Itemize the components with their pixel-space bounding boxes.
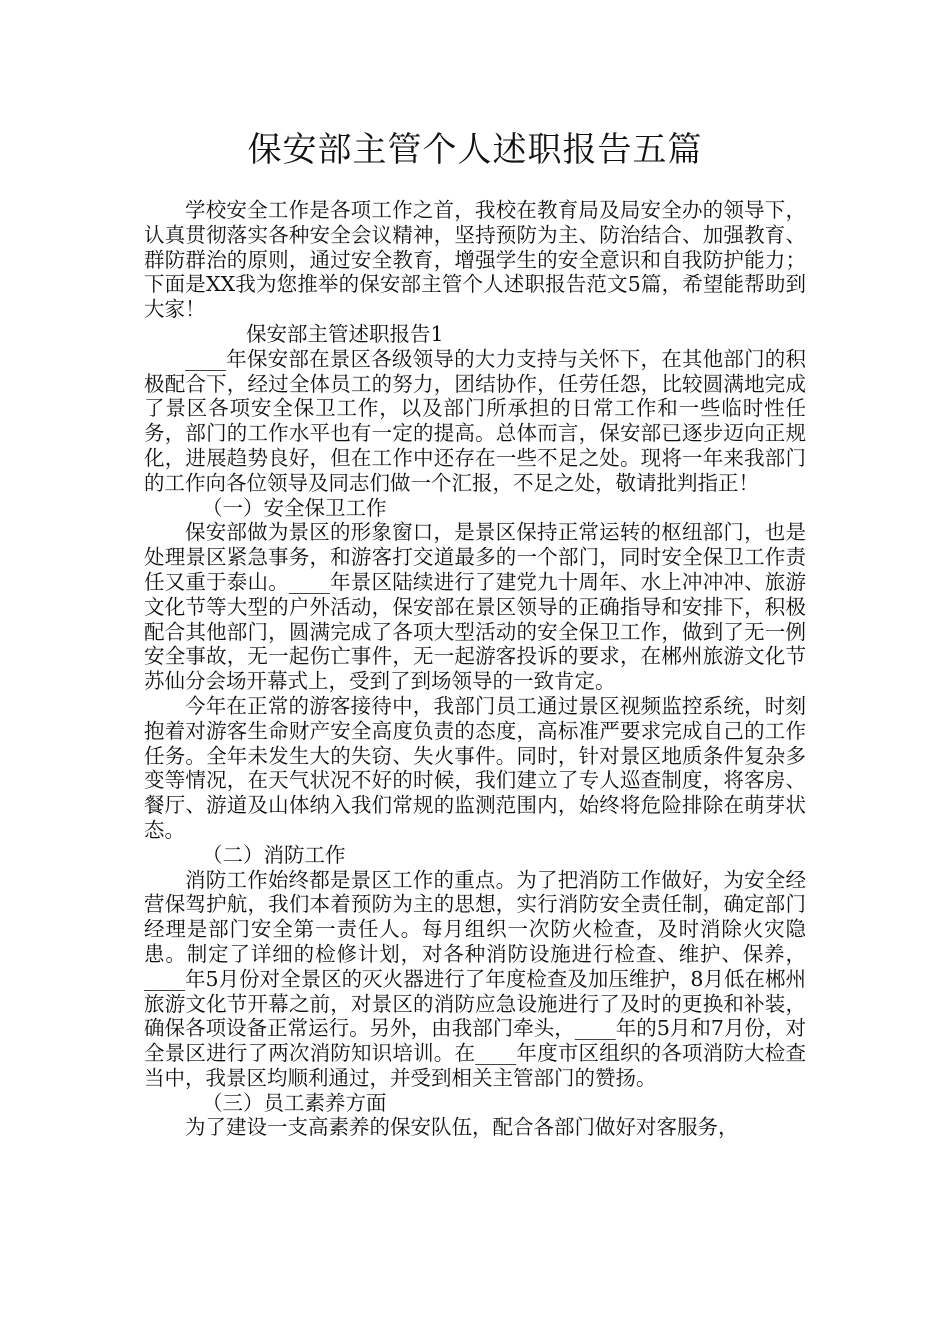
section-heading-staff: （三）员工素养方面 bbox=[202, 1090, 387, 1115]
staff-paragraph: 为了建设一支高素养的保安队伍，配合各部门做好对客服务， bbox=[185, 1115, 739, 1140]
security-paragraph-2: 今年在正常的游客接待中，我部门员工通过景区视频监控系统，时刻抱着对游客生命财产安全高度负责的态度，高标准严要求完成自己的工作任务。全年未发生大的失窃、失火事件。同时，针对景区地质条件复杂多变等情况，在天气状况不好的时候，我们建立了专人巡查制度，将客房、餐厅、游道及山体纳入我们常规的监测范围内，始终将危险排除在萌芽状态。 bbox=[144, 693, 806, 842]
intro-paragraph: 学校安全工作是各项工作之首，我校在教育局及局安全办的领导下，认真贯彻落实各种安全会议精神，坚持预防为主、防治结合、加强教育、群防群治的原则，通过安全教育，增强学生的安全意识和自我防护能力；下面是XX我为您推举的保安部主管个人述职报告范文5篇，希望能帮助到大家！ bbox=[144, 198, 806, 322]
fire-paragraph: 消防工作始终都是景区工作的重点。为了把消防工作做好，为安全经营保驾护航，我们本着预防为主的思想，实行消防安全责任制，确定部门经理是部门安全第一责任人。每月组织一次防火检查，及时消除火灾隐患。制定了详细的检修计划，对各种消防设施进行检查、维护、保养，____年5月份对全景区的灭火器进行了年度检查及加压维护，8月低在郴州旅游文化节开幕之前，对景区的消防应急设施进行了及时的更换和补装，确保各项设备正常运行。另外，由我部门牵头，____年的5月和7月份，对全景区进行了两次消防知识培训。在____年度市区组织的各项消防大检查当中，我景区均顺利通过，并受到相关主管部门的赞扬。 bbox=[144, 867, 806, 1090]
report-subtitle: 保安部主管述职报告1 bbox=[246, 321, 444, 346]
security-paragraph-1: 保安部做为景区的形象窗口，是景区保持正常运转的枢纽部门，也是处理景区紧急事务，和游客打交道最多的一个部门，同时安全保卫工作责任又重于泰山。____年景区陆续进行了建党九十周年、水上冲冲冲、旅游文化节等大型的户外活动，保安部在景区领导的正确指导和安排下，积极配合其他部门，圆满完成了各项大型活动的安全保卫工作，做到了无一例安全事故，无一起伤亡事件，无一起游客投诉的要求，在郴州旅游文化节苏仙分会场开幕式上，受到了到场领导的一致肯定。 bbox=[144, 520, 806, 694]
document-body bbox=[144, 198, 806, 1140]
section-heading-fire: （二）消防工作 bbox=[202, 842, 346, 867]
section-heading-security: （一）安全保卫工作 bbox=[202, 495, 387, 520]
document-title: 保安部主管个人述职报告五篇 bbox=[247, 130, 703, 170]
report-opening-paragraph: ____年保安部在景区各级领导的大力支持与关怀下，在其他部门的积极配合下，经过全体员工的努力，团结协作，任劳任怨，比较圆满地完成了景区各项安全保卫工作，以及部门所承担的日常工作和一些临时性任务，部门的工作水平也有一定的提高。总体而言，保安部已逐步迈向正规化，进展趋势良好，但在工作中还存在一些不足之处。现将一年来我部门的工作向各位领导及同志们做一个汇报，不足之处，敬请批判指正！ bbox=[144, 346, 806, 495]
